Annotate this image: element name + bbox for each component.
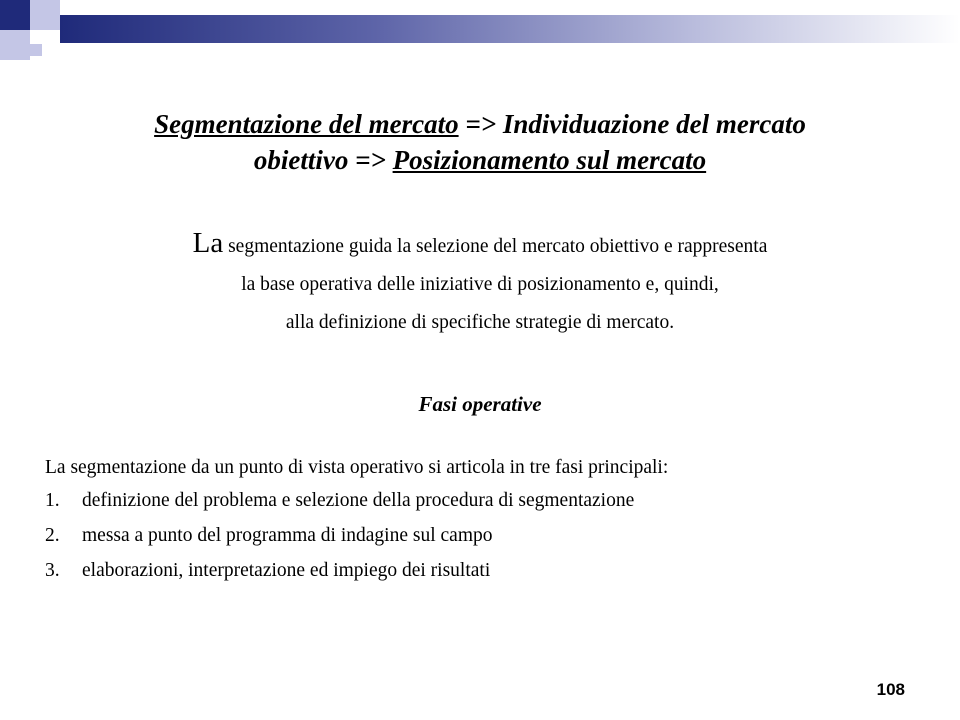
list-item-text: definizione del problema e selezione della procedura di segmentazione [82, 490, 635, 511]
list-item [45, 488, 925, 523]
list-item [45, 558, 925, 593]
decor-square-dark [0, 0, 30, 30]
intro-line-2: la base operativa delle iniziative di posizionamento e, quindi, [241, 274, 719, 295]
decor-square-light [0, 30, 30, 60]
list-item-number: 3. [45, 560, 60, 581]
phases-list [45, 488, 925, 593]
section-subtitle: Fasi operative [418, 392, 542, 416]
title-line2-prefix: obiettivo => [253, 145, 393, 175]
intro-first-word: La [192, 227, 224, 259]
list-item [45, 523, 925, 558]
title-segment-individuazione: Individuazione del mercato [502, 109, 806, 139]
list-item-text: elaborazioni, interpretazione ed impiego dei risultati [82, 560, 491, 581]
header-gradient-bar [60, 15, 960, 43]
intro-line-3: alla definizione di specifiche strategie di mercato. [285, 312, 675, 333]
decor-square-light [30, 0, 60, 30]
list-item-text: messa a punto del programma di indagine sul campo [82, 525, 493, 546]
decor-square-light-small [30, 44, 42, 56]
title-arrow: => [458, 109, 503, 139]
phases-lead-text: La segmentazione da un punto di vista operativo si articola in tre fasi principali: [45, 457, 669, 478]
intro-line-1: segmentazione guida la selezione del mercato obiettivo e rappresenta [223, 236, 768, 257]
page-number: 108 [876, 680, 905, 699]
title-segment-segmentazione: Segmentazione del mercato [154, 109, 459, 139]
list-item-number: 1. [45, 490, 60, 511]
title-segment-posizionamento: Posizionamento sul mercato [392, 145, 707, 175]
intro-paragraph [40, 224, 920, 342]
list-item-number: 2. [45, 525, 60, 546]
slide-title [40, 106, 920, 178]
